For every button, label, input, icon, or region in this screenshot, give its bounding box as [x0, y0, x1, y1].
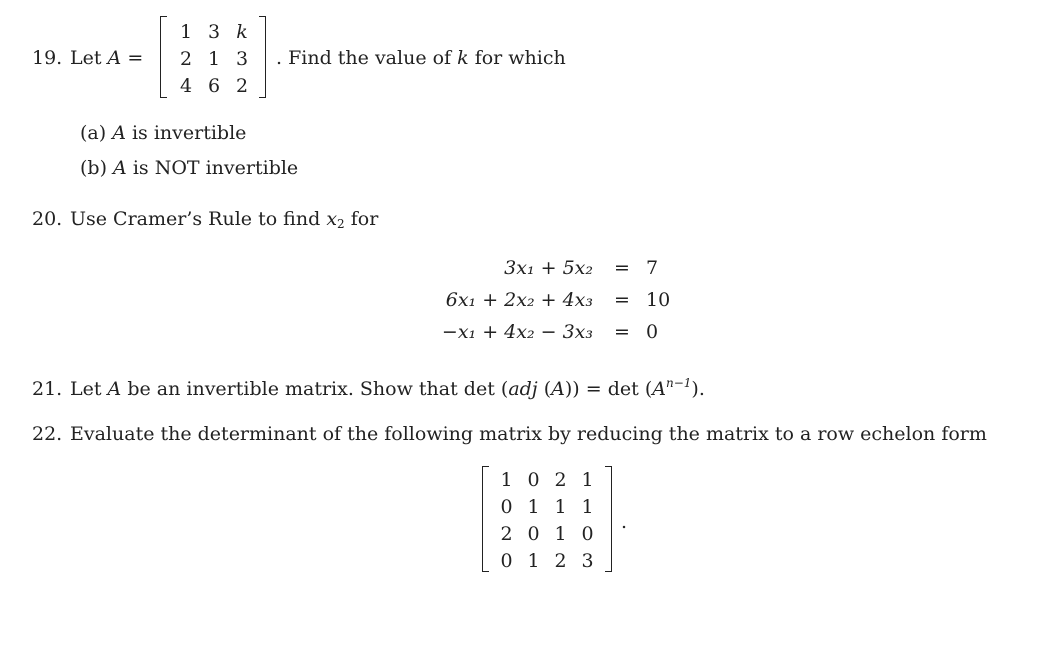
q21-number: 21.	[32, 378, 63, 400]
q19-text2: for which	[474, 47, 566, 69]
q19-cell: 6	[207, 75, 221, 97]
q22-cell: 1	[581, 469, 594, 491]
q20-sub: 2	[337, 217, 345, 231]
q21-paren2: $(A^{n-1})$	[644, 376, 699, 400]
q22-cell: 0	[527, 523, 540, 545]
q22-cell: 2	[500, 523, 513, 545]
q19-cell: k	[236, 21, 248, 43]
q19-matrix	[160, 16, 266, 98]
equation-rel: =	[614, 257, 630, 279]
q22-cell: 1	[500, 469, 513, 491]
q22-cell: 1	[581, 496, 594, 518]
q22-cell: 0	[500, 550, 513, 572]
q21-var-a2: A	[551, 378, 565, 400]
q22-cell: 2	[554, 550, 567, 572]
equation-rel: =	[614, 321, 630, 343]
equation-lhs: 3x₁ + 5x₂	[504, 257, 593, 279]
q19-var-a: A	[107, 47, 122, 69]
q19-intro	[70, 49, 143, 68]
part-var: A	[113, 157, 127, 179]
q19-text1: Find the value of	[288, 47, 452, 69]
q19-intro-text: Let	[70, 47, 102, 69]
q22-cell: 2	[554, 469, 567, 491]
q19-cell: 4	[179, 75, 193, 97]
q22-cell: 3	[581, 550, 594, 572]
q19-cell: 1	[207, 48, 221, 70]
q19-equals: =	[127, 47, 144, 69]
q22-cell: 1	[554, 523, 567, 545]
q22-cell: 0	[500, 496, 513, 518]
q19-cell: 3	[207, 21, 221, 43]
q22-cell: 1	[527, 496, 540, 518]
q19-part-a	[80, 124, 246, 143]
q22-text: Evaluate the determinant of the following matrix by reducing the matrix to a row echelon form	[70, 423, 987, 445]
q19-number: 19.	[32, 47, 63, 69]
q21-t4: .	[698, 378, 705, 400]
q20-number: 20.	[32, 208, 63, 230]
equation-lhs: −x₁ + 4x₂ − 3x₃	[441, 321, 593, 343]
part-text: is invertible	[131, 122, 247, 144]
q19-dot: .	[276, 47, 283, 69]
q22-matrix	[482, 466, 612, 572]
equation-rhs: 7	[646, 257, 659, 279]
q21-sup: n−1	[665, 376, 692, 390]
q21-paren: (adj (A))	[500, 378, 580, 400]
q21-adj: adj	[508, 378, 538, 400]
q19-cell: 1	[179, 21, 193, 43]
q21-statement	[70, 376, 705, 400]
q19-matrix-left-bracket	[160, 16, 167, 98]
q22-matrix-left-bracket	[482, 466, 489, 572]
q22-after: .	[621, 511, 628, 533]
q19-cell: 3	[235, 48, 249, 70]
part-text: is NOT invertible	[132, 157, 299, 179]
q22-matrix-right-bracket	[605, 466, 612, 572]
q21-t3: = det	[585, 378, 639, 400]
part-label: (b)	[80, 157, 107, 179]
q19-matrix-right-bracket	[259, 16, 266, 98]
q21-t1: Let	[70, 378, 102, 400]
equation-rel: =	[614, 289, 630, 311]
q20-after: for	[350, 208, 379, 230]
q19-cell: 2	[179, 48, 193, 70]
equation-rhs: 10	[646, 289, 671, 311]
q22-number: 22.	[32, 423, 63, 445]
q19-part-b	[80, 159, 298, 178]
q22-cell: 1	[554, 496, 567, 518]
q21-var-a: A	[107, 378, 122, 400]
equation-rhs: 0	[646, 321, 659, 343]
q19-var-k: k	[457, 47, 469, 69]
q22-cell: 0	[581, 523, 594, 545]
q22-cell: 0	[527, 469, 540, 491]
q20-var: x	[326, 208, 338, 230]
equation-lhs: 6x₁ + 2x₂ + 4x₃	[445, 289, 593, 311]
q20-prompt	[70, 210, 378, 229]
part-label: (a)	[80, 122, 107, 144]
q19-prompt	[276, 49, 566, 68]
q21-var-a3: A	[652, 378, 666, 400]
q20-text: Use Cramer’s Rule to find	[70, 208, 321, 230]
q21-t2: be an invertible matrix. Show that det	[127, 378, 495, 400]
q19-cell: 2	[235, 75, 249, 97]
q22-cell: 1	[527, 550, 540, 572]
part-var: A	[112, 122, 126, 144]
